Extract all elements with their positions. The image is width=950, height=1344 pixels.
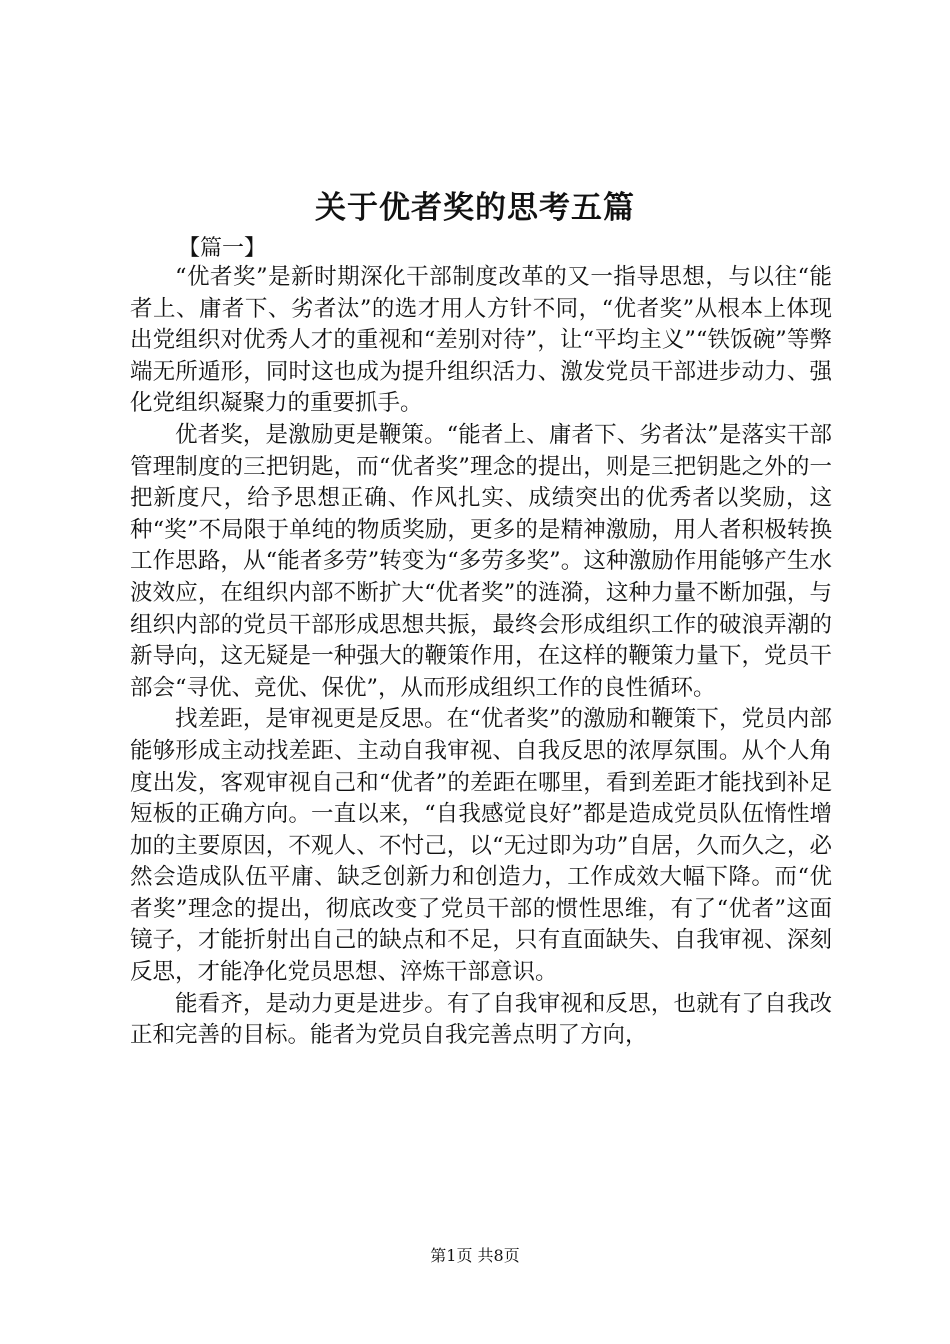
page-footer: 第1页 共8页 (430, 1246, 520, 1265)
paragraph: “优者奖”是新时期深化干部制度改革的又一指导思想，与以往“能者上、庸者下、劣者汰”的选才用人方针不同，“优者奖”从根本上体现出党组织对优秀人才的重视和“差别对待”，让“平均主义”“铁饭碗”等弊端无所遁形，同时这也成为提升组织活力、激发党员干部进步动力、强化党组织凝聚力的重要抓手。 (130, 264, 832, 417)
paragraph: 优者奖，是激励更是鞭策。“能者上、庸者下、劣者汰”是落实干部管理制度的三把钥匙，而“优者奖”理念的提出，则是三把钥匙之外的一把新度尺，给予思想正确、作风扎实、成绩突出的优秀者以奖励，这种“奖”不局限于单纯的物质奖励，更多的是精神激励，用人者积极转换工作思路，从“能者多劳”转变为“多劳多奖”。这种激励作用能够产生水波效应，在组织内部不断扩大“优者奖”的涟漪，这种力量不断加强，与组织内部的党员干部形成思想共振，最终会形成组织工作的破浪弄潮的新导向，这无疑是一种强大的鞭策作用，在这样的鞭策力量下，党员干部会“寻优、竞优、保优”，从而形成组织工作的良性循环。 (130, 421, 832, 701)
document-title: 关于优者奖的思考五篇 (315, 190, 635, 226)
section-heading: 【篇一】 (178, 236, 267, 261)
document-body (130, 262, 832, 1052)
paragraph: 找差距，是审视更是反思。在“优者奖”的激励和鞭策下，党员内部能够形成主动找差距、主动自我审视、自我反思的浓厚氛围。从个人角度出发，客观审视自己和“优者”的差距在哪里，看到差距才能找到补足短板的正确方向。一直以来，“自我感觉良好”都是造成党员队伍惰性增加的主要原因，不观人、不忖己，以“无过即为功”自居，久而久之，必然会造成队伍平庸、缺乏创新力和创造力，工作成效大幅下降。而“优者奖”理念的提出，彻底改变了党员干部的惯性思维，有了“优者”这面镜子，才能折射出自己的缺点和不足，只有直面缺失、自我审视、深刻反思，才能净化党员思想、淬炼干部意识。 (130, 706, 832, 986)
paragraph: 能看齐，是动力更是进步。有了自我审视和反思，也就有了自我改正和完善的目标。能者为党员自我完善点明了方向， (130, 990, 832, 1049)
